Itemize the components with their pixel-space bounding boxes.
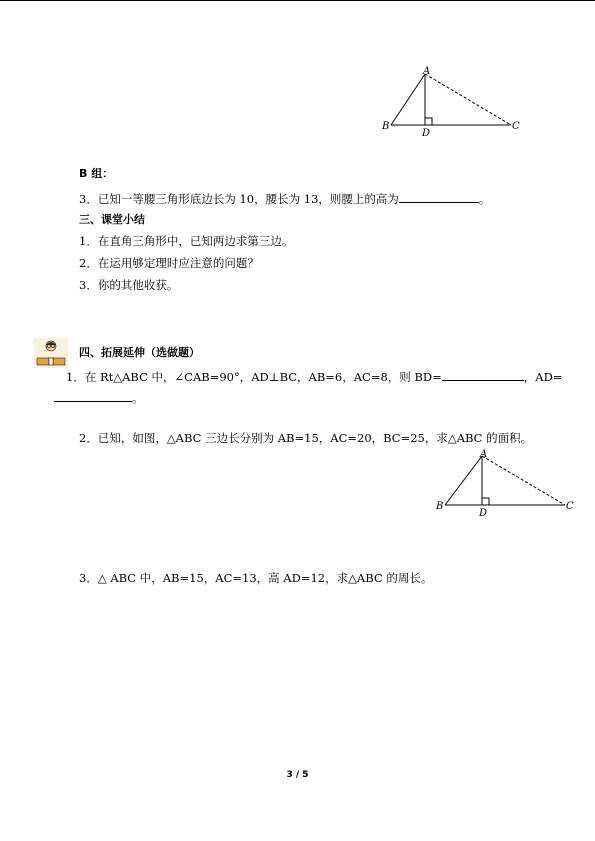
vertex-label-c: C: [512, 121, 520, 132]
header-rule: [0, 0, 595, 1]
extension-heading: 四、拓展延伸（选做题）: [79, 346, 200, 359]
vertex-label-a: A: [480, 449, 488, 460]
answer-blank-bd[interactable]: [442, 368, 524, 381]
vertex-label-a: A: [423, 66, 431, 77]
question-text: 1．在 Rt△ABC 中，∠CAB=90°，AD⊥BC，AB=6，AC=8，则 BD=: [66, 370, 442, 384]
question-end: 。: [478, 192, 491, 206]
question-end: 。: [132, 391, 144, 405]
vertex-label-d: D: [479, 508, 488, 519]
vertex-label-c: C: [566, 501, 574, 512]
reading-student-icon: [34, 338, 68, 368]
extension-question-2: 2．已知，如图，△ABC 三边长分别为 AB=15，AC=20，BC=25，求△ABC 的面积。: [79, 431, 533, 445]
summary-heading: 三、课堂小结: [79, 213, 145, 226]
page-number: 3 / 5: [286, 770, 309, 780]
answer-blank[interactable]: [399, 190, 479, 203]
summary-item-2: 2．在运用够定理时应注意的问题？: [79, 256, 259, 270]
extension-question-1: [66, 368, 562, 385]
question-text: 3．已知一等腰三角形底边长为 10，腰长为 13，则腰上的高为: [79, 192, 399, 206]
triangle-diagram-1: [378, 66, 528, 138]
vertex-label-d: D: [422, 128, 431, 138]
extension-question-1-cont: [54, 389, 144, 406]
question-text-2: ，AD=: [523, 370, 563, 384]
vertex-label-b: B: [436, 501, 444, 512]
answer-blank-ad[interactable]: [54, 389, 132, 402]
triangle-diagram-2: [432, 449, 577, 519]
vertex-label-b: B: [382, 121, 390, 132]
summary-item-3: 3．你的其他收获。: [79, 278, 179, 292]
group-b-question-3: [79, 190, 490, 207]
extension-question-3: 3．△ ABC 中，AB=15，AC=13，高 AD=12，求△ABC 的周长。: [79, 571, 433, 585]
summary-item-1: 1．在直角三角形中，已知两边求第三边。: [79, 234, 294, 248]
group-b-heading: B 组：: [79, 167, 114, 180]
